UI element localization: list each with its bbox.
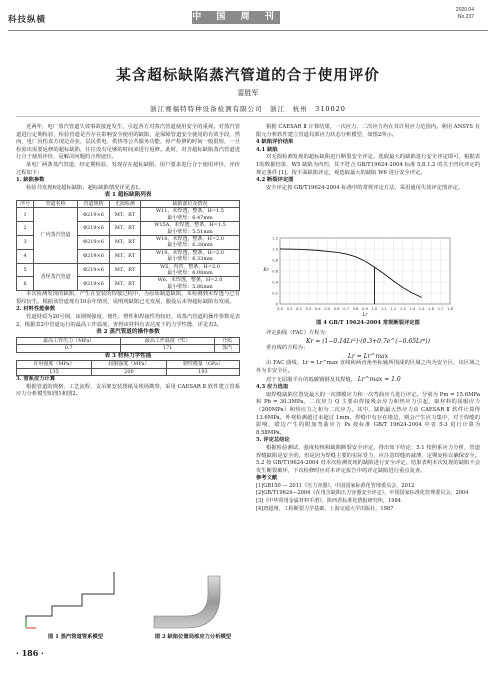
table-cell: 2 [17,222,34,236]
table-cell: 171 [121,345,215,352]
pipe-line [26,572,114,626]
y-tick-label: 0.8 [272,258,278,263]
page-number: · 186 · [16,648,44,658]
cutoff-equation: Lr = Lr^max [347,352,389,360]
x-tick-label: 1.1 [381,307,387,311]
defect-thickness: 最小壁厚：5.86mm [167,283,213,290]
defect-desc: W19、未焊透，整条，H=2.0 [155,249,224,256]
stress-result-paragraph: 根据 CAESAR Ⅱ 计算结果，一次应力、二次应力均在其许用应力范围内。利用 ANSYS 有限元分析软件建立管道局部应力状态分析模型，如图2所示。 [256,124,480,138]
table-cell [141,235,240,249]
issue-info [456,7,474,21]
section-5-heading: 5. 评定总结论 [256,437,290,444]
defect-desc: W11、未焊透，整条，H=1.5 [155,208,224,215]
x-tick-label: 1.6 [428,307,434,311]
table-header-cell: 缺陷部位及情况 [141,200,240,207]
table-cell: 3 [17,235,34,249]
table-1-header [17,200,240,207]
x-tick-label: 1.8 [447,307,453,311]
table-cell: Φ219×6 [78,277,110,291]
journal-banner: 中 国 周 刊 [192,12,280,22]
table-1-caption: 表 1 超标缺陷列表 [104,192,152,199]
defect-desc: W5、内凹，整条，H=2.0 [160,263,220,270]
figure-2-local-model [150,572,224,630]
section-4-3-text: 取焊缝缺陷位置处最大的一次薄膜应力和一次弯曲应力进行评定。分别为 Pm = 15.6MPa 和 Pb = 30.3MPa，二次应力 Q 主要由焊接残余应力和热应力引起，取材料的屈服应力（200MPa）和热应力之和为二次应力。其中，缺陷最大热应力由 CAESAR Ⅱ 软件计算得 13.6MPa。外观检测超过未超过 1mm，焊缝中有存在错边，则会产生应力集中，对于焊缝的影响，错边产生的附加弯曲应力 Ps 按标准 GB/T 19624-2004 中表 5-3 进行计算为 8.58MPa。 [256,391,480,436]
x-tick-label: 1.7 [437,307,444,311]
table-cell [141,222,240,236]
cutoff-intro: 垂直线的方程为： [266,345,309,352]
table-3-caption: 表 3 材料力学性能 [104,352,152,359]
x-tick-label: 1.4 [409,307,416,311]
x-tick-label: 1.5 [418,307,425,311]
table-row [17,208,240,222]
steel-note [256,376,480,385]
right-column-top [256,124,480,192]
intro-paragraph: 近两年，电厂蒸汽管道失效事故接连发生，引起各方对蒸汽管道使用安全的重视。对蒸汽管道进行定期检验，检验管道是否存在影响安全使用的缺陷，是保障管道安全使用的有效手段，然而，电厂因伤食方现边企业，层民供电、供热等公共服务功能，停产检修的时间一般很短，一旦检验出需要返修的超标缺陷，往往没有足够的时间来进行返修。此时，对含超标缺陷蒸汽管道进行合于使用评价，是解决问题的合理途径。 [16,124,240,161]
paragraph-defect-origin: 本次检测发现的缺陷，产生在安装的焊接过程中，为原始制造缺陷，未检测到未焊透与已有裂纹衍生。根据该管道现有10余年情况，说明现缺陷已无发展，服役后未得超标缺陷有发展。 [16,291,240,305]
y-tick-label: 0 [275,302,278,307]
defect-thickness: 最小壁厚：6.47mm [167,214,213,221]
defect-thickness: 最小壁厚：6.08mm [167,270,213,276]
figure-1-caption: 图 1 蒸汽管道管系模型 [47,634,104,640]
section-2-text: 管道材质为20号钢，该钢规强度、韧性、塑性和焊接性均较好。该蒸汽管道的操作参数见表2，根据表2中管道运行的最高工作温度，查得该材料有表达度下的力学性能，详见表3。 [16,314,240,328]
section-3-text: 根据管道的规格、工艺流程、支吊架安装图纸及现场勘察，采用 CAESAR Ⅱ 软件建立管系应力分析模型如图1和图2。 [16,383,240,398]
safe-region-text: 由 FAC 曲线、Lr = Lr^max 直线和两直角坐标轴所围成的区域之内为安全区，该区域之外为非安全区。 [256,360,480,374]
title-rule [16,116,480,117]
section-4-1-text: 对无损检测发现的超标缺陷进行断裂安全评定。选取最大的缺陷进行安全评定即可，根据表1的数据结果，W5 缺陷为内凹，其不符合 GB/T19624-2004 标准 5.8.1.2 的关于凹坑评定的规定条件 [1]，按平面缺陷评定，观选取最大的缺陷 W6 进行安全评定。 [256,154,480,176]
steel-note-text: 对于无屈服平台的低碳钢钢及其焊缝， [266,376,357,383]
intro-paragraph-2: 某电厂两条蒸汽管道，经定期检验，发现存在超标缺陷，用户要求进行合于使用评价，评价过程如下： [16,161,240,176]
table-cell: MT、RT [109,222,140,236]
table-2 [16,337,240,353]
table-header-cell: 序号 [17,200,34,207]
section-2-heading: 2. 材料性能参数 [16,306,56,313]
x-tick-label: 1.0 [371,307,378,311]
table-cell: 135 [17,368,92,375]
table-cell: 193 [166,368,239,375]
table-cell [141,208,240,222]
x-tick-label: 1.3 [399,307,406,311]
section-4-2-text: 安全评定按 GB/T19624-2004 标准中的常规评定方法，采用通用失效评定图评定。 [266,184,464,191]
section-4-heading: 4 缺陷评价结果 [256,139,294,146]
table-cell: MT、RT [109,235,140,249]
table-cell [141,249,240,263]
elbow-pipe [154,576,220,628]
reference-item: [3]《中华常用金属材料手册》，陕西省标准化情报研究所，1984 [256,498,401,505]
table-header-cell: 许用强度（MPa） [17,361,92,368]
table-3-header [17,361,240,368]
defect-thickness: 最小壁厚：5.51mm [167,228,213,235]
references-heading: 参考文献 [256,475,278,482]
table-header-cell: 管道规格 [78,200,110,207]
table-row [17,368,240,375]
y-tick-label: 1.2 [272,236,278,241]
table-cell: MT、RT [109,249,140,263]
figure-1-pipe-model [22,566,122,632]
section-name: 科技纵横 [8,15,47,25]
table-header-cell: 介质 [214,337,239,344]
author-name: 雷胜军 [237,89,259,97]
table-header-cell: 屈服强度（MPa） [91,361,166,368]
table-header-cell: 无损检测 [109,200,140,207]
table-cell: 5 [17,263,34,277]
x-tick-label: 0.0 [277,307,283,311]
x-tick-label: 0.5 [324,307,331,311]
fac-equation: Kr = (1−0.14Lr²)·(0.3+0.7e^(−0.65Lr⁶)) [306,337,430,345]
table-cell: MT、RT [109,208,140,222]
x-tick-label: 0.4 [314,307,321,311]
defect-desc: W18、未焊透，整条，H=2.0 [155,235,224,242]
left-column [16,124,240,399]
fad-chart [262,232,458,318]
defect-thickness: 最小壁厚：6.33mm [167,256,213,263]
section-1-heading: 1. 缺陷参数 [16,177,45,184]
table-cell: 蒸汽 [214,345,239,352]
table-cell-pipe-a: 广内蒸汽管道 [34,208,78,263]
table-cell: 4 [17,249,34,263]
table-cell: 200 [91,368,166,375]
article-title: 某含超标缺陷蒸汽管道的合于使用评价 [116,67,380,84]
table-cell: MT、RT [109,263,140,277]
x-axis-label: Lr [362,312,368,317]
table-header-cell: 最高工作压力（MPa） [17,337,121,344]
section-3-heading: 3. 管系应力计算 [16,376,56,382]
defect-desc: W15A、未焊透，整条，H=1.5 [154,222,226,229]
table-cell: Φ219×6 [78,263,110,277]
reference-item: [2]GB/T19624—2004《在用含缺陷压力容器安全评定》。中国国家标准化管理委员会，2004 [256,490,469,497]
table-cell: Φ219×6 [78,235,110,249]
table-row [17,345,240,352]
y-tick-label: 1.0 [272,247,278,252]
author-affiliation: 浙江赛福特特种设备检测有限公司 浙江 杭州 310020 [150,105,346,113]
y-tick-label: 0.4 [272,280,278,285]
table-cell: Φ219×6 [78,222,110,236]
section-4-1-heading: 4.1 缺陷 [256,146,278,153]
table-cell: 1 [17,208,34,222]
reference-item: [1]GB150 — 2011《压力容器》。中国国家标准化管理委员会，2012 [256,482,415,489]
table-row [17,263,240,277]
section-1-text: 检验共发现6处超标缺陷，超标缺陷情况详见表1。 [26,184,144,191]
x-tick-label: 0.1 [286,307,293,311]
header-rule [8,30,488,31]
table-header-cell: 韧性模量（GPa） [166,361,239,368]
section-4-3-heading: 4.3 应力选取 [256,384,289,391]
section-5-text: 根据检验测试、强度校核和缺陷断裂安全评定，得出如下结论：5.1 按照系应力分析，管道焊缝缺陷是安全的，但是因为焊缝主要的实际受力，应注意焊缝的减薄，定期复检以确保安全。5.2 按 GB/T19624-2004 对本次检测发现的缺陷进行安全评定，结果表明本次发现的缺陷不会发生断裂破坏，下次检修时应对本评定报告中的评定缺陷进行重点复查。 [256,444,480,474]
table-cell: 6 [17,277,34,291]
table-header-cell: 管道名称 [34,200,78,207]
y-axis-label: Kr [263,267,269,272]
table-cell: Φ219×6 [78,208,110,222]
reference-item: [4]唐超翔，工程断裂力学基础，上海交通大学出版社，1987 [256,505,394,512]
x-tick-label: 0.9 [362,307,368,311]
figure-2-caption: 图 2 缺陷位置局部应力分析模型 [154,634,232,640]
table-1 [16,200,240,291]
x-tick-label: 0.8 [352,307,359,311]
y-tick-label: 0.6 [272,269,278,274]
table-cell-pipe-b: 香怪蒸汽管道 [34,263,78,291]
x-tick-label: 1.2 [390,307,397,311]
table-2-caption: 表 2 蒸汽管道的操作参数 [96,329,160,336]
defect-thickness: 最小壁厚：6.28mm [167,242,213,249]
defect-desc: W6、未焊透，整条，H=2.0 [157,277,223,284]
issue-date: 2020.04 [455,7,474,13]
fac-curve [280,249,422,297]
issue-number: No.237 [457,14,474,20]
x-tick-label: 0.6 [333,307,340,311]
right-column-bottom [256,330,480,513]
table-header-cell: 最高工作温度（℃） [121,337,215,344]
table-cell: 0.7 [17,345,121,352]
table-2-header [17,337,240,344]
lrmax-equation: Lr^max = 1.0 [357,375,401,383]
table-cell: MT、RT [109,277,140,291]
table-3 [16,360,240,376]
fac-intro: 评定曲线（FAC）方程为： [266,330,331,336]
table-cell: Φ219×6 [78,249,110,263]
y-tick-label: 0.2 [272,291,278,296]
figure-4-caption: 图 4 GB/T 19624-2004 常规断裂评定图 [316,320,420,326]
x-tick-label: 0.7 [343,307,349,311]
table-cell [141,277,240,291]
section-4-2-heading: 4.2 断裂评定图 [256,177,294,184]
x-tick-label: 0.2 [296,307,302,311]
table-cell [141,263,240,277]
x-tick-label: 0.3 [305,307,312,311]
